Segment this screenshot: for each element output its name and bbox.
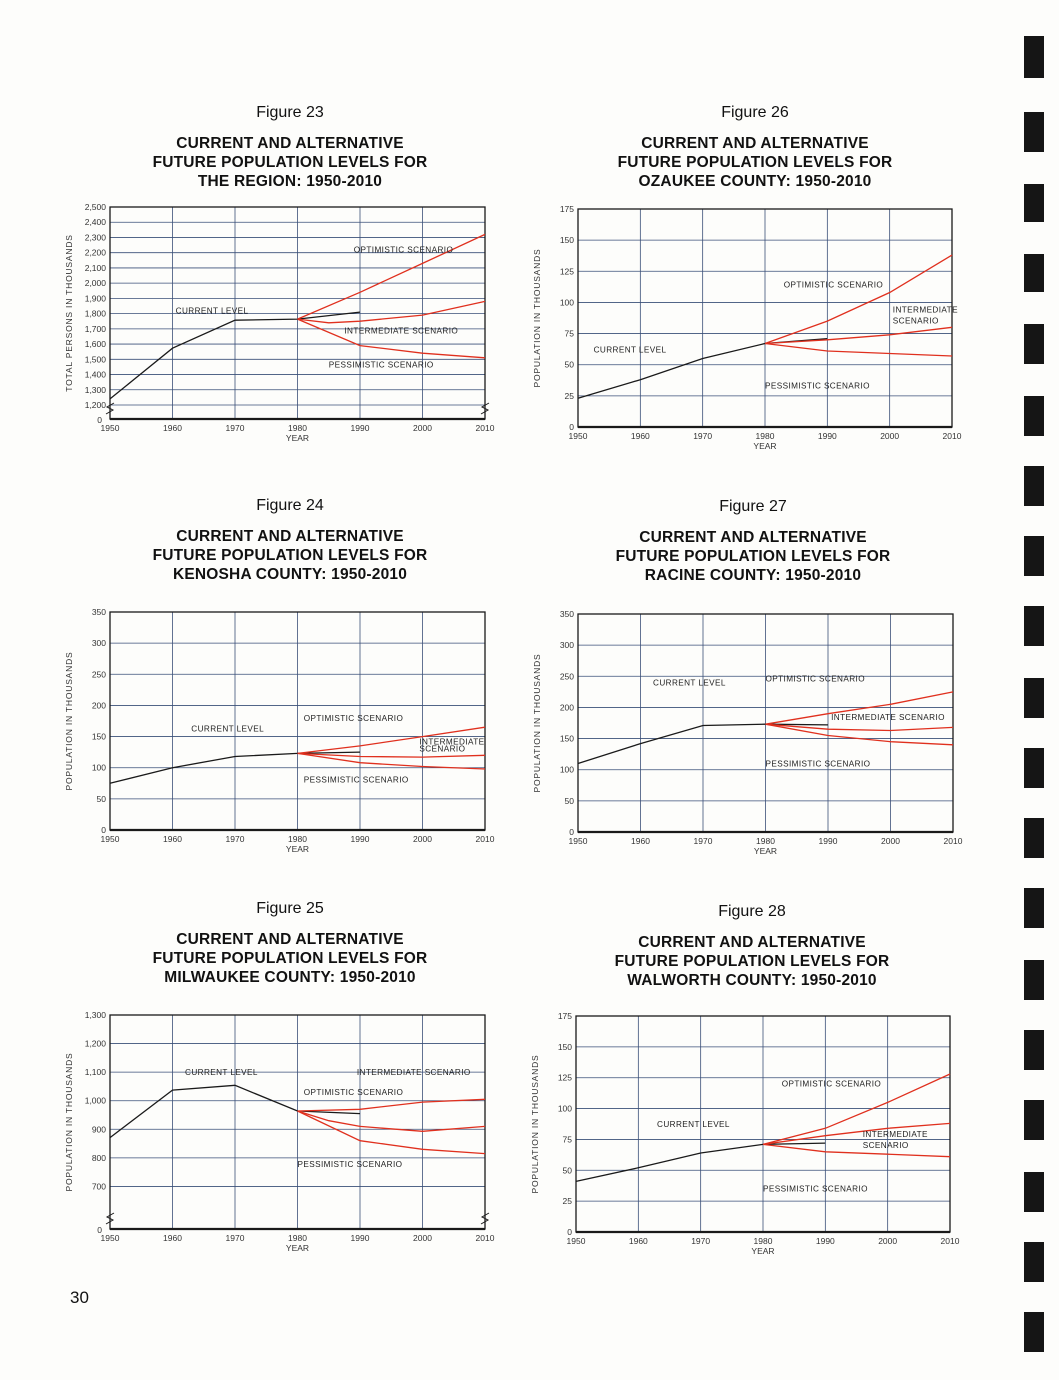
y-tick-label: 250 (559, 671, 574, 682)
x-tick-label: 1950 (568, 836, 588, 846)
figure-26-heading (555, 104, 955, 191)
x-tick-label: 1950 (568, 431, 588, 441)
figure-number: Figure 25 (256, 900, 324, 917)
series-annotation: INTERMEDIATE (862, 1129, 928, 1139)
y-tick-label: 2,100 (84, 262, 106, 273)
series-annotation: OPTIMISTIC SCENARIO (303, 714, 404, 723)
pessimistic-scenario-line (763, 1144, 950, 1156)
y-tick-label: 200 (559, 702, 574, 713)
figure-title: CURRENT AND ALTERNATIVE FUTURE POPULATION LEVELS FOR KENOSHA COUNTY: 1950-2010 (152, 528, 428, 583)
x-tick-label: 2010 (942, 431, 962, 441)
margin-tab-mark (1024, 606, 1044, 646)
figure-title: CURRENT AND ALTERNATIVE FUTURE POPULATION LEVELS FOR MILWAUKEE COUNTY: 1950-2010 (152, 931, 428, 986)
figure-24-chart (55, 600, 505, 890)
page-number: 30 (70, 1288, 89, 1307)
pessimistic-scenario-line (766, 724, 954, 745)
y-tick-label: 1,200 (84, 400, 106, 410)
series-annotation: SCENARIO (862, 1141, 909, 1151)
x-tick-label: 1950 (100, 834, 120, 844)
figure-24-heading (90, 497, 490, 584)
margin-tab-mark (1024, 888, 1044, 928)
y-tick-label: 1,400 (84, 369, 106, 380)
series-annotation: INTERMEDIATE (892, 305, 958, 315)
y-tick-label: 0 (569, 422, 574, 432)
x-axis-label: YEAR (285, 844, 310, 854)
y-tick-label: 250 (91, 669, 106, 680)
x-axis-label: YEAR (753, 846, 778, 856)
y-tick-label: 1,800 (84, 308, 106, 319)
x-tick-label: 1960 (631, 836, 650, 846)
series-annotation: SCENARIO (892, 316, 939, 326)
series-annotation: OPTIMISTIC SCENARIO (781, 1079, 882, 1089)
y-tick-label: 150 (559, 235, 574, 246)
x-tick-label: 1970 (693, 431, 713, 441)
figure-title: CURRENT AND ALTERNATIVE FUTURE POPULATION LEVELS FOR OZAUKEE COUNTY: 1950-2010 (617, 135, 893, 190)
y-zero-label: 0 (97, 1225, 102, 1235)
y-tick-label: 900 (91, 1124, 106, 1135)
x-tick-label: 1990 (350, 834, 370, 844)
x-tick-label: 2000 (413, 834, 432, 844)
intermediate-scenario-line (298, 1111, 486, 1131)
line-chart (520, 1005, 970, 1292)
x-tick-label: 1960 (628, 1236, 648, 1246)
intermediate-scenario-line (298, 301, 486, 322)
y-tick-label: 1,700 (84, 323, 106, 334)
line-chart (55, 1005, 505, 1289)
margin-tab-mark (1024, 1312, 1044, 1352)
margin-tab-mark (1024, 184, 1044, 222)
series-annotation: CURRENT LEVEL (175, 306, 249, 316)
y-tick-label: 100 (559, 764, 574, 775)
y-axis-label: POPULATION IN THOUSANDS (64, 651, 74, 791)
y-tick-label: 0 (101, 825, 106, 835)
figure-title: CURRENT AND ALTERNATIVE FUTURE POPULATION LEVELS FOR WALWORTH COUNTY: 1950-2010 (614, 934, 890, 989)
y-tick-label: 2,400 (84, 217, 106, 228)
y-tick-label: 150 (557, 1041, 572, 1052)
y-tick-label: 125 (559, 266, 574, 277)
y-tick-label: 1,300 (84, 384, 106, 395)
margin-tab-mark (1024, 466, 1044, 506)
y-tick-label: 300 (91, 638, 106, 649)
y-tick-label: 50 (96, 793, 106, 804)
y-tick-label: 350 (559, 609, 574, 619)
y-tick-label: 300 (559, 640, 574, 651)
y-tick-label: 50 (562, 1165, 572, 1176)
figure-number: Figure 26 (721, 104, 789, 121)
y-tick-label: 50 (564, 359, 574, 370)
x-tick-label: 1980 (288, 1233, 307, 1243)
series-annotation: PESSIMISTIC SCENARIO (765, 759, 871, 769)
y-tick-label: 1,200 (84, 1038, 106, 1049)
figure-number: Figure 24 (256, 497, 324, 514)
figure-28-chart (520, 1005, 970, 1292)
x-tick-label: 1950 (100, 1233, 120, 1243)
series-annotation: PESSIMISTIC SCENARIO (765, 381, 870, 391)
series-annotation: CURRENT LEVEL (191, 724, 265, 734)
y-tick-label: 175 (557, 1011, 572, 1021)
x-tick-label: 1960 (630, 431, 650, 441)
y-axis-label: POPULATION IN THOUSANDS (532, 653, 542, 793)
y-axis-label: POPULATION IN THOUSANDS (64, 1052, 74, 1192)
x-tick-label: 2010 (475, 834, 495, 844)
y-tick-label: 200 (91, 700, 106, 711)
y-tick-label: 1,500 (84, 354, 106, 365)
y-tick-label: 100 (91, 762, 106, 773)
y-tick-label: 1,000 (84, 1095, 106, 1106)
x-tick-label: 2010 (475, 423, 495, 433)
y-tick-label: 50 (564, 795, 574, 806)
margin-tab-mark (1024, 960, 1044, 1000)
x-axis-label: YEAR (751, 1246, 775, 1256)
series-annotation: INTERMEDIATE SCENARIO (831, 712, 945, 722)
series-annotation: INTERMEDIATE SCENARIO (356, 1068, 471, 1077)
x-tick-label: 2000 (881, 836, 900, 846)
series-annotation: OPTIMISTIC SCENARIO (353, 245, 454, 255)
x-tick-label: 1960 (163, 1233, 182, 1243)
margin-tab-mark (1024, 112, 1044, 152)
x-axis-label: YEAR (285, 1243, 310, 1253)
x-tick-label: 1970 (225, 423, 245, 433)
figure-25-chart (55, 1005, 505, 1289)
x-tick-label: 2010 (475, 1233, 495, 1243)
x-tick-label: 1970 (225, 1233, 245, 1243)
x-tick-label: 1950 (100, 423, 120, 433)
y-axis-label: TOTAL PERSONS IN THOUSANDS (64, 234, 74, 392)
y-tick-label: 2,300 (84, 232, 106, 243)
y-tick-label: 800 (91, 1152, 106, 1163)
x-tick-label: 1980 (755, 431, 775, 441)
figure-number: Figure 23 (256, 104, 324, 121)
figure-27-chart (520, 605, 973, 892)
y-tick-label: 1,900 (84, 293, 106, 304)
pessimistic-scenario-line (765, 344, 952, 357)
y-tick-label: 350 (91, 607, 106, 617)
series-annotation: CURRENT LEVEL (593, 345, 667, 355)
x-tick-label: 2000 (413, 423, 432, 433)
margin-tab-mark (1024, 748, 1044, 788)
figure-number: Figure 27 (719, 498, 787, 515)
y-tick-label: 150 (559, 733, 574, 744)
y-tick-label: 700 (91, 1181, 106, 1192)
margin-tab-mark (1024, 818, 1044, 858)
x-tick-label: 2010 (943, 836, 963, 846)
x-tick-label: 1970 (693, 836, 713, 846)
margin-tab-mark (1024, 678, 1044, 718)
y-tick-label: 2,500 (84, 202, 106, 212)
y-tick-label: 75 (564, 328, 574, 339)
line-chart (520, 605, 973, 892)
figure-title: CURRENT AND ALTERNATIVE FUTURE POPULATION LEVELS FOR RACINE COUNTY: 1950-2010 (615, 529, 891, 584)
y-zero-label: 0 (97, 415, 102, 425)
figure-23-chart (55, 200, 505, 479)
margin-tab-mark (1024, 1242, 1044, 1282)
margin-tab-mark (1024, 1172, 1044, 1212)
line-chart (55, 600, 505, 890)
x-axis-label: YEAR (753, 441, 777, 451)
pessimistic-scenario-line (298, 1111, 486, 1154)
margin-tab-mark (1024, 36, 1044, 78)
y-tick-label: 100 (557, 1103, 572, 1114)
line-chart (520, 200, 972, 487)
x-axis-label: YEAR (285, 433, 310, 443)
series-annotation: SCENARIO (419, 744, 466, 754)
x-tick-label: 1990 (815, 1236, 835, 1246)
margin-tab-mark (1024, 1100, 1044, 1140)
figure-number: Figure 28 (718, 903, 786, 920)
y-tick-label: 125 (557, 1072, 572, 1083)
y-tick-label: 2,200 (84, 247, 106, 258)
y-tick-label: 25 (564, 390, 574, 401)
x-tick-label: 1970 (691, 1236, 711, 1246)
y-tick-label: 100 (559, 297, 574, 308)
series-annotation: INTERMEDIATE SCENARIO (344, 326, 459, 336)
figure-title: CURRENT AND ALTERNATIVE FUTURE POPULATION LEVELS FOR THE REGION: 1950-2010 (152, 135, 428, 190)
x-tick-label: 1950 (566, 1236, 586, 1246)
x-tick-label: 1970 (225, 834, 245, 844)
x-tick-label: 1990 (818, 836, 838, 846)
series-annotation: PESSIMISTIC SCENARIO (303, 775, 409, 785)
series-annotation: PESSIMISTIC SCENARIO (328, 360, 434, 370)
margin-tab-mark (1024, 254, 1044, 292)
x-tick-label: 1990 (817, 431, 837, 441)
x-tick-label: 1980 (288, 423, 307, 433)
series-annotation: PESSIMISTIC SCENARIO (763, 1184, 868, 1194)
y-tick-label: 2,000 (84, 278, 106, 289)
y-tick-label: 75 (562, 1134, 572, 1145)
pessimistic-scenario-line (298, 319, 486, 358)
x-tick-label: 1980 (753, 1236, 773, 1246)
figure-25-heading (90, 900, 490, 987)
y-tick-label: 0 (569, 827, 574, 837)
x-tick-label: 1990 (350, 1233, 370, 1243)
series-annotation: OPTIMISTIC SCENARIO (783, 280, 884, 290)
y-tick-label: 175 (559, 204, 574, 214)
figure-23-heading (90, 104, 490, 191)
series-annotation: CURRENT LEVEL (653, 678, 726, 688)
x-tick-label: 1980 (756, 836, 775, 846)
x-tick-label: 1960 (163, 423, 182, 433)
x-tick-label: 2000 (878, 1236, 898, 1246)
x-tick-label: 1990 (350, 423, 370, 433)
x-tick-label: 1960 (163, 834, 182, 844)
series-annotation: OPTIMISTIC SCENARIO (765, 674, 865, 684)
y-axis-label: POPULATION IN THOUSANDS (530, 1054, 540, 1194)
x-tick-label: 2010 (940, 1236, 960, 1246)
margin-tab-mark (1024, 1030, 1044, 1070)
y-tick-label: 1,300 (84, 1010, 106, 1020)
margin-tab-mark (1024, 324, 1044, 364)
x-tick-label: 1980 (288, 834, 307, 844)
figure-26-chart (520, 200, 972, 487)
series-annotation: PESSIMISTIC SCENARIO (297, 1160, 403, 1169)
margin-tab-mark (1024, 536, 1044, 576)
y-tick-label: 1,100 (84, 1067, 106, 1078)
series-annotation: OPTIMISTIC SCENARIO (303, 1088, 404, 1097)
series-annotation: CURRENT LEVEL (185, 1068, 258, 1077)
intermediate-scenario-line (298, 753, 486, 757)
y-tick-label: 1,600 (84, 339, 106, 350)
y-tick-label: 25 (562, 1196, 572, 1207)
y-tick-label: 150 (91, 731, 106, 742)
x-tick-label: 2000 (880, 431, 900, 441)
figure-27-heading (553, 498, 953, 585)
figure-28-heading (552, 903, 952, 990)
series-annotation: INTERMEDIATE (419, 737, 485, 747)
y-axis-label: POPULATION IN THOUSANDS (532, 248, 542, 388)
line-chart (55, 200, 505, 479)
margin-tab-mark (1024, 396, 1044, 436)
x-tick-label: 2000 (413, 1233, 432, 1243)
series-annotation: CURRENT LEVEL (657, 1120, 730, 1130)
y-tick-label: 0 (567, 1227, 572, 1237)
